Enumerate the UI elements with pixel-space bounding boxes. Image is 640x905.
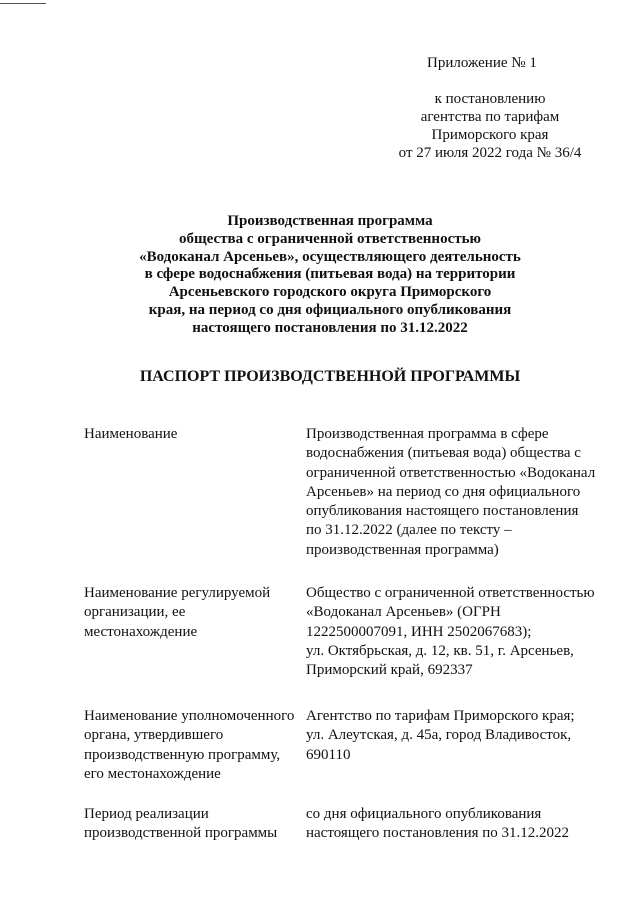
value-line: ул. Октябрьская, д. 12, кв. 51, г. Арсеньев,: [306, 642, 574, 659]
label-line: местонахождение: [84, 623, 198, 640]
heading-line: Арсеньевского городского округа Приморского: [168, 284, 492, 301]
scan-edge-line: [0, 3, 46, 4]
heading-line: Производственная программа: [227, 213, 433, 229]
label-line: Наименование регулируемой: [84, 585, 271, 601]
value-line: водоснабжения (питьевая вода) общества с: [306, 445, 581, 462]
value-line: Производственная программа в сфере: [306, 426, 549, 442]
row-value: [306, 805, 601, 844]
row-value: [306, 425, 601, 560]
value-line: настоящего постановления по 31.12.2022: [306, 825, 570, 842]
program-heading: [110, 213, 550, 338]
value-line: 1222500007091, ИНН 2502067683);: [306, 623, 532, 640]
annex-line: к постановлению: [434, 91, 546, 107]
value-line: Общество с ограниченной ответственностью: [306, 585, 595, 601]
heading-line: «Водоканал Арсеньев», осуществляющего деятельность: [139, 248, 521, 265]
value-line: Арсеньев» на период со дня официального: [306, 483, 581, 500]
row-label: [84, 584, 304, 642]
row-value: [306, 584, 601, 680]
heading-line: в сфере водоснабжения (питьевая вода) на территории: [144, 266, 516, 283]
value-line: опубликования настоящего постановления: [306, 503, 579, 520]
value-line: ул. Алеутская, д. 45а, город Владивосток,: [306, 727, 572, 744]
label-line: органа, утвердившего: [84, 727, 224, 744]
heading-line: настоящего постановления по 31.12.2022: [192, 319, 468, 336]
value-line: 690110: [306, 746, 351, 763]
row-label: [84, 707, 304, 784]
row-value: [306, 707, 601, 765]
value-line: ограниченной ответственностью «Водоканал: [306, 464, 596, 481]
value-line: «Водоканал Арсеньев» (ОГРН: [306, 604, 501, 621]
label-line: производственную программу,: [84, 746, 281, 763]
label-line: Наименование уполномоченного: [84, 708, 295, 724]
value-line: со дня официального опубликования: [306, 806, 542, 822]
annex-line: от 27 июля 2022 года № 36/4: [398, 145, 582, 161]
value-line: по 31.12.2022 (далее по тексту –: [306, 522, 512, 539]
label-line: производственной программы: [84, 825, 278, 842]
value-line: Агентство по тарифам Приморского края;: [306, 708, 575, 724]
label-line: организации, ее: [84, 604, 186, 621]
label-line: его местонахождение: [84, 765, 221, 782]
heading-line: общества с ограниченной ответственностью: [179, 230, 481, 247]
row-label: [84, 425, 304, 444]
annex-reference: [390, 90, 590, 162]
label-line: Наименование: [84, 426, 178, 442]
value-line: Приморский край, 692337: [306, 662, 473, 679]
label-line: Период реализации: [84, 806, 209, 822]
value-line: производственная программа): [306, 541, 499, 558]
annex-title: Приложение № 1: [427, 55, 537, 71]
row-label: [84, 805, 304, 844]
passport-title: ПАСПОРТ ПРОИЗВОДСТВЕННОЙ ПРОГРАММЫ: [139, 368, 521, 385]
heading-line: края, на период со дня официального опубликования: [148, 301, 512, 318]
annex-line: агентства по тарифам: [420, 109, 560, 125]
annex-line: Приморского края: [431, 127, 549, 143]
